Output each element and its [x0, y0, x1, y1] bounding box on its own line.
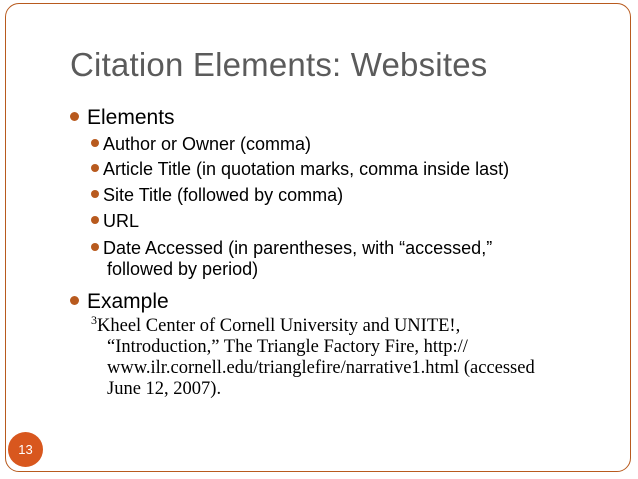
bullet-elements-label: Elements [87, 106, 175, 129]
list-item: Author or Owner (comma) [91, 134, 311, 155]
bullet-example-label: Example [87, 290, 169, 313]
page-number-badge: 13 [8, 432, 43, 467]
bullet-marker-icon [91, 139, 99, 147]
bullet-marker-icon [91, 164, 99, 172]
list-item: Site Title (followed by comma) [91, 185, 343, 206]
footnote-number: 3 [91, 312, 97, 327]
bullet-marker-icon [91, 190, 99, 198]
bullet-marker-icon [70, 112, 79, 121]
list-item: Article Title (in quotation marks, comma inside last) [91, 159, 509, 180]
bullet-elements [70, 106, 175, 130]
slide-title: Citation Elements: Websites [70, 46, 488, 83]
bullet-marker-icon [70, 296, 79, 305]
list-item: Date Accessed (in parentheses, with “accessed,” followed by period) [91, 238, 492, 280]
bullet-marker-icon [91, 216, 99, 224]
bullet-example [70, 290, 169, 314]
example-citation: $^3$Kheel Center of Cornell University and UNITE!, “Introduction,” The Triangle Factory Fire, http:// www.ilr.cornell.edu/trianglefire/narrative1.html (accessed June 12, 2007). [91, 312, 535, 399]
bullet-marker-icon [91, 243, 99, 251]
list-item: URL [91, 211, 139, 232]
